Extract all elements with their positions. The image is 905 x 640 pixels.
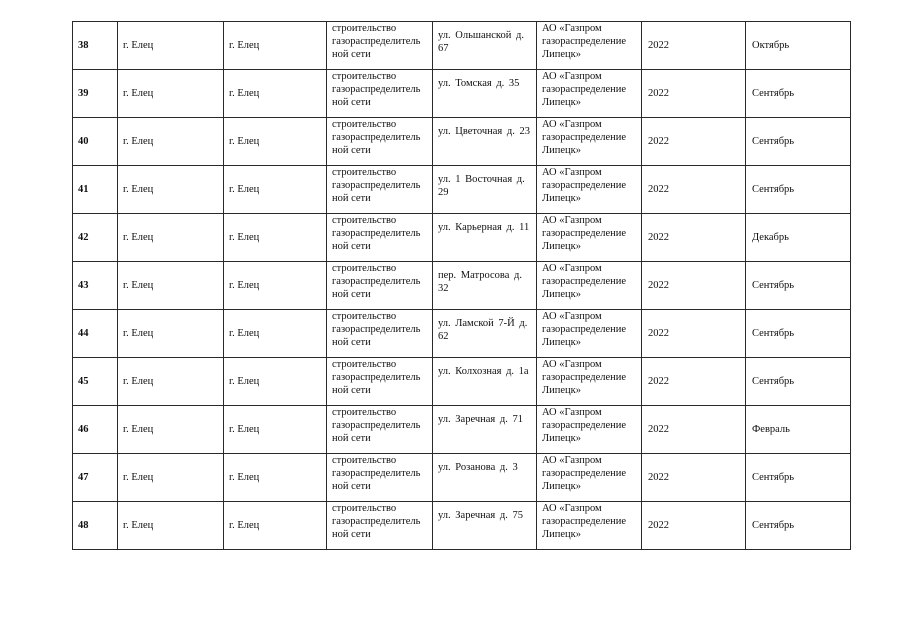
organization-cell: АО «Газпром газораспределение Липецк» (537, 310, 642, 358)
month-cell: Сентябрь (746, 118, 851, 166)
organization-cell: АО «Газпром газораспределение Липецк» (537, 406, 642, 454)
month-cell: Сентябрь (746, 262, 851, 310)
address-cell: ул. Розанова д. 3 (433, 454, 537, 502)
purpose-cell: строительство газораспределитель ной сети (327, 502, 433, 550)
row-number-cell: 40 (73, 118, 118, 166)
row-number-cell: 46 (73, 406, 118, 454)
settlement-cell: г. Елец (224, 118, 327, 166)
year-cell: 2022 (642, 118, 746, 166)
month-cell: Сентябрь (746, 454, 851, 502)
address-cell: пер. Матросова д. 32 (433, 262, 537, 310)
table-row (73, 454, 851, 502)
month-cell: Сентябрь (746, 70, 851, 118)
address-cell: ул. Ламской 7-Й д. 62 (433, 310, 537, 358)
organization-cell: АО «Газпром газораспределение Липецк» (537, 502, 642, 550)
row-number-cell: 39 (73, 70, 118, 118)
table-row (73, 406, 851, 454)
settlement-cell: г. Елец (224, 70, 327, 118)
purpose-cell: строительство газораспределитель ной сети (327, 70, 433, 118)
month-cell: Сентябрь (746, 310, 851, 358)
year-cell: 2022 (642, 454, 746, 502)
locality-cell: г. Елец (118, 22, 224, 70)
year-cell: 2022 (642, 502, 746, 550)
table-row (73, 166, 851, 214)
table-body (73, 22, 851, 550)
purpose-cell: строительство газораспределитель ной сети (327, 22, 433, 70)
year-cell: 2022 (642, 22, 746, 70)
row-number-cell: 45 (73, 358, 118, 406)
address-cell: ул. Цветочная д. 23 (433, 118, 537, 166)
year-cell: 2022 (642, 70, 746, 118)
organization-cell: АО «Газпром газораспределение Липецк» (537, 166, 642, 214)
locality-cell: г. Елец (118, 310, 224, 358)
year-cell: 2022 (642, 214, 746, 262)
organization-cell: АО «Газпром газораспределение Липецк» (537, 214, 642, 262)
year-cell: 2022 (642, 310, 746, 358)
settlement-cell: г. Елец (224, 310, 327, 358)
organization-cell: АО «Газпром газораспределение Липецк» (537, 70, 642, 118)
row-number-cell: 43 (73, 262, 118, 310)
address-cell: ул. 1 Восточная д. 29 (433, 166, 537, 214)
gasification-schedule-table (72, 21, 851, 550)
table-row (73, 358, 851, 406)
address-cell: ул. Колхозная д. 1а (433, 358, 537, 406)
month-cell: Сентябрь (746, 502, 851, 550)
locality-cell: г. Елец (118, 262, 224, 310)
row-number-cell: 42 (73, 214, 118, 262)
locality-cell: г. Елец (118, 214, 224, 262)
address-cell: ул. Ольшанской д. 67 (433, 22, 537, 70)
month-cell: Сентябрь (746, 358, 851, 406)
settlement-cell: г. Елец (224, 262, 327, 310)
locality-cell: г. Елец (118, 166, 224, 214)
table-row (73, 214, 851, 262)
locality-cell: г. Елец (118, 118, 224, 166)
month-cell: Февраль (746, 406, 851, 454)
row-number-cell: 38 (73, 22, 118, 70)
settlement-cell: г. Елец (224, 406, 327, 454)
purpose-cell: строительство газораспределитель ной сети (327, 118, 433, 166)
address-cell: ул. Карьерная д. 11 (433, 214, 537, 262)
purpose-cell: строительство газораспределитель ной сети (327, 406, 433, 454)
table-row (73, 262, 851, 310)
row-number-cell: 44 (73, 310, 118, 358)
settlement-cell: г. Елец (224, 22, 327, 70)
purpose-cell: строительство газораспределитель ной сети (327, 214, 433, 262)
settlement-cell: г. Елец (224, 358, 327, 406)
locality-cell: г. Елец (118, 502, 224, 550)
locality-cell: г. Елец (118, 406, 224, 454)
month-cell: Декабрь (746, 214, 851, 262)
row-number-cell: 41 (73, 166, 118, 214)
address-cell: ул. Заречная д. 75 (433, 502, 537, 550)
organization-cell: АО «Газпром газораспределение Липецк» (537, 22, 642, 70)
purpose-cell: строительство газораспределитель ной сети (327, 262, 433, 310)
purpose-cell: строительство газораспределитель ной сети (327, 454, 433, 502)
document-page (72, 21, 851, 550)
month-cell: Октябрь (746, 22, 851, 70)
table-row (73, 22, 851, 70)
month-cell: Сентябрь (746, 166, 851, 214)
row-number-cell: 48 (73, 502, 118, 550)
settlement-cell: г. Елец (224, 502, 327, 550)
organization-cell: АО «Газпром газораспределение Липецк» (537, 262, 642, 310)
settlement-cell: г. Елец (224, 454, 327, 502)
year-cell: 2022 (642, 406, 746, 454)
locality-cell: г. Елец (118, 454, 224, 502)
table-row (73, 118, 851, 166)
row-number-cell: 47 (73, 454, 118, 502)
table-row (73, 310, 851, 358)
purpose-cell: строительство газораспределитель ной сети (327, 358, 433, 406)
address-cell: ул. Заречная д. 71 (433, 406, 537, 454)
table-row (73, 70, 851, 118)
purpose-cell: строительство газораспределитель ной сети (327, 166, 433, 214)
purpose-cell: строительство газораспределитель ной сети (327, 310, 433, 358)
table-row (73, 502, 851, 550)
locality-cell: г. Елец (118, 358, 224, 406)
year-cell: 2022 (642, 166, 746, 214)
locality-cell: г. Елец (118, 70, 224, 118)
address-cell: ул. Томская д. 35 (433, 70, 537, 118)
organization-cell: АО «Газпром газораспределение Липецк» (537, 358, 642, 406)
settlement-cell: г. Елец (224, 214, 327, 262)
year-cell: 2022 (642, 358, 746, 406)
year-cell: 2022 (642, 262, 746, 310)
settlement-cell: г. Елец (224, 166, 327, 214)
organization-cell: АО «Газпром газораспределение Липецк» (537, 118, 642, 166)
organization-cell: АО «Газпром газораспределение Липецк» (537, 454, 642, 502)
